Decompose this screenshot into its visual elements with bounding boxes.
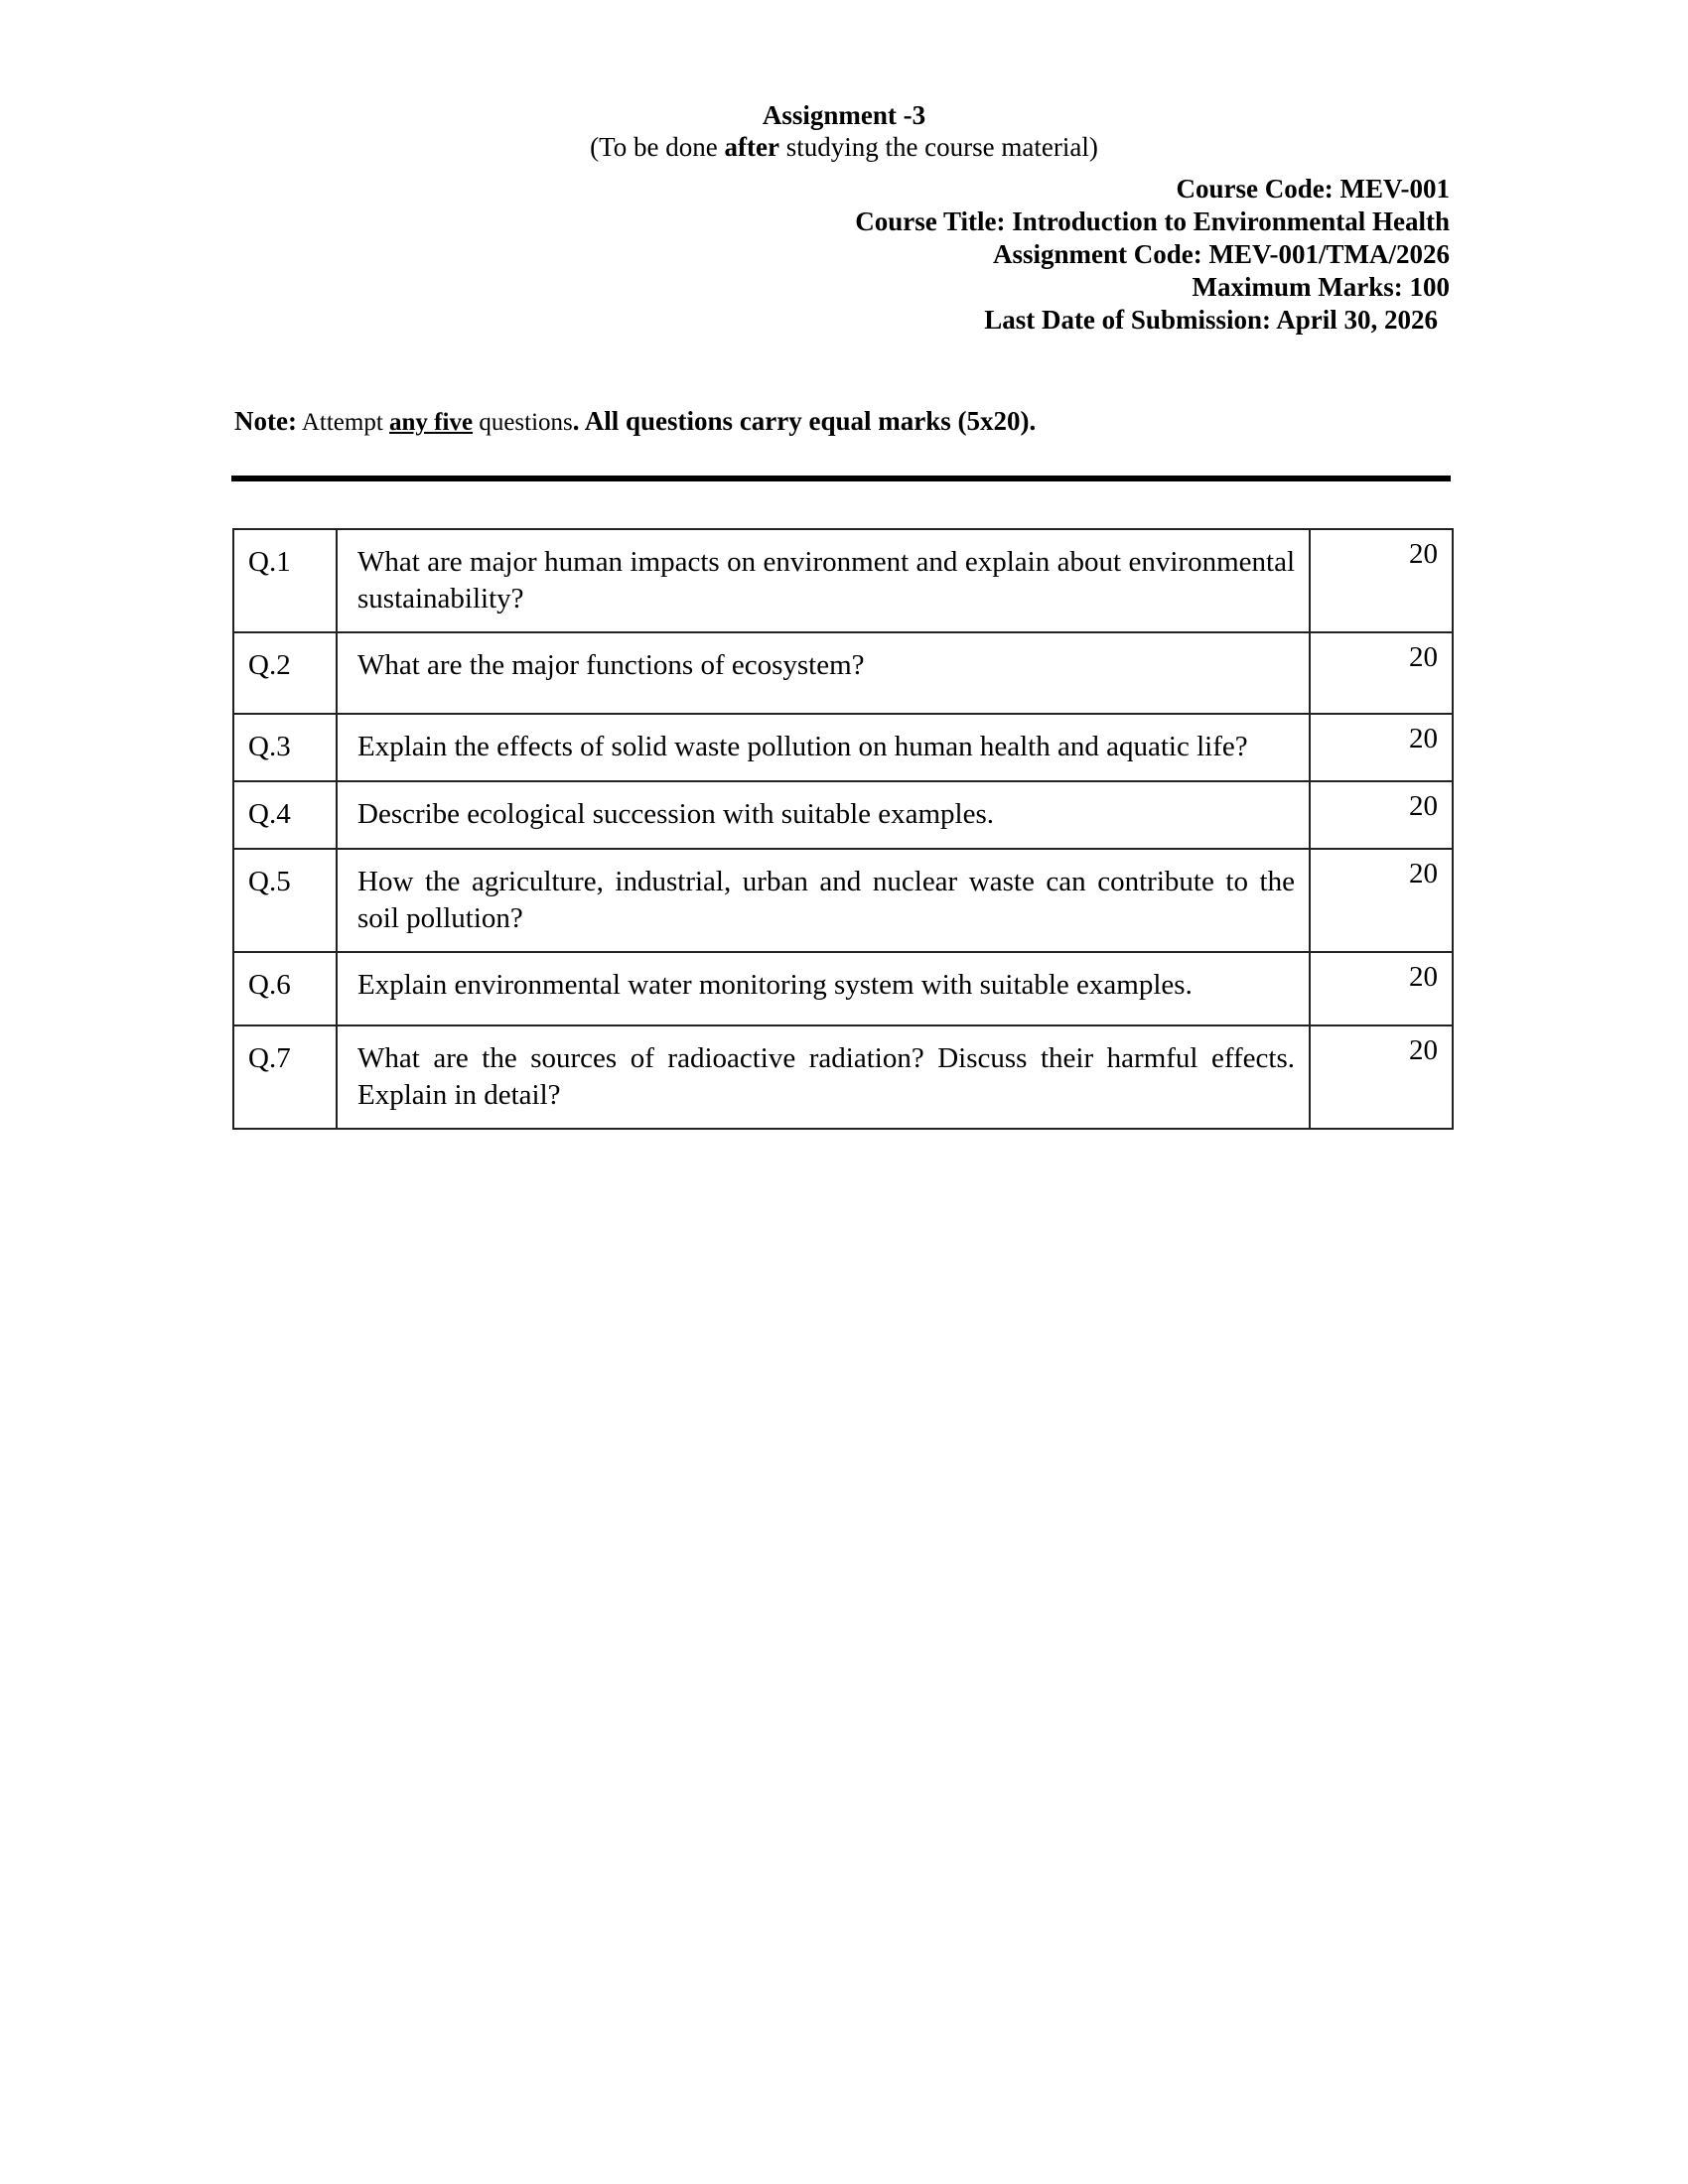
assignment-title: Assignment -3 (762, 100, 926, 130)
note-questions: questions (473, 409, 573, 436)
question-text: What are the major functions of ecosystem? (337, 632, 1310, 714)
assignment-code: Assignment Code: MEV-001/TMA/2026 (993, 239, 1450, 269)
assignment-subtitle (0, 129, 1688, 165)
question-marks: 20 (1310, 632, 1453, 714)
question-row (233, 849, 1453, 952)
question-number: Q.3 (233, 714, 337, 781)
question-number: Q.6 (233, 952, 337, 1025)
questions-table (232, 528, 1454, 1130)
question-marks: 20 (1310, 781, 1453, 849)
question-row (233, 632, 1453, 714)
subtitle-pre: (To be done (590, 132, 725, 162)
question-row (233, 714, 1453, 781)
subtitle-post: studying the course material) (778, 132, 1098, 162)
note-rest: . All questions carry equal marks (5x20). (572, 406, 1037, 436)
question-text: How the agriculture, industrial, urban and nuclear waste can contribute to the soil pollution? (337, 849, 1310, 952)
question-marks: 20 (1310, 714, 1453, 781)
course-title: Course Title: Introduction to Environmental Health (855, 206, 1450, 236)
question-row (233, 529, 1453, 632)
question-row (233, 952, 1453, 1025)
note (234, 403, 1036, 441)
question-number: Q.7 (233, 1025, 337, 1129)
question-marks: 20 (1310, 529, 1453, 632)
question-number: Q.1 (233, 529, 337, 632)
question-text: What are major human impacts on environment and explain about environmental sustainability? (337, 529, 1310, 632)
question-number: Q.4 (233, 781, 337, 849)
last-date: Last Date of Submission: April 30, 2026 (984, 305, 1438, 335)
note-any-five: any five (389, 409, 474, 436)
question-row (233, 1025, 1453, 1129)
divider-rule (231, 476, 1451, 481)
note-label: Note: (234, 406, 297, 436)
course-code: Course Code: MEV-001 (1176, 174, 1450, 204)
question-text: Describe ecological succession with suitable examples. (337, 781, 1310, 849)
question-text: What are the sources of radioactive radiation? Discuss their harmful effects. Explain in detail? (337, 1025, 1310, 1129)
question-row (233, 781, 1453, 849)
course-meta (855, 173, 1450, 337)
question-number: Q.2 (233, 632, 337, 714)
question-marks: 20 (1310, 1025, 1453, 1129)
question-marks: 20 (1310, 849, 1453, 952)
question-text: Explain environmental water monitoring system with suitable examples. (337, 952, 1310, 1025)
question-text: Explain the effects of solid waste pollution on human health and aquatic life? (337, 714, 1310, 781)
subtitle-emphasis: after (724, 132, 779, 162)
maximum-marks: Maximum Marks: 100 (1192, 272, 1450, 302)
question-marks: 20 (1310, 952, 1453, 1025)
question-number: Q.5 (233, 849, 337, 952)
note-attempt: Attempt (296, 409, 390, 436)
